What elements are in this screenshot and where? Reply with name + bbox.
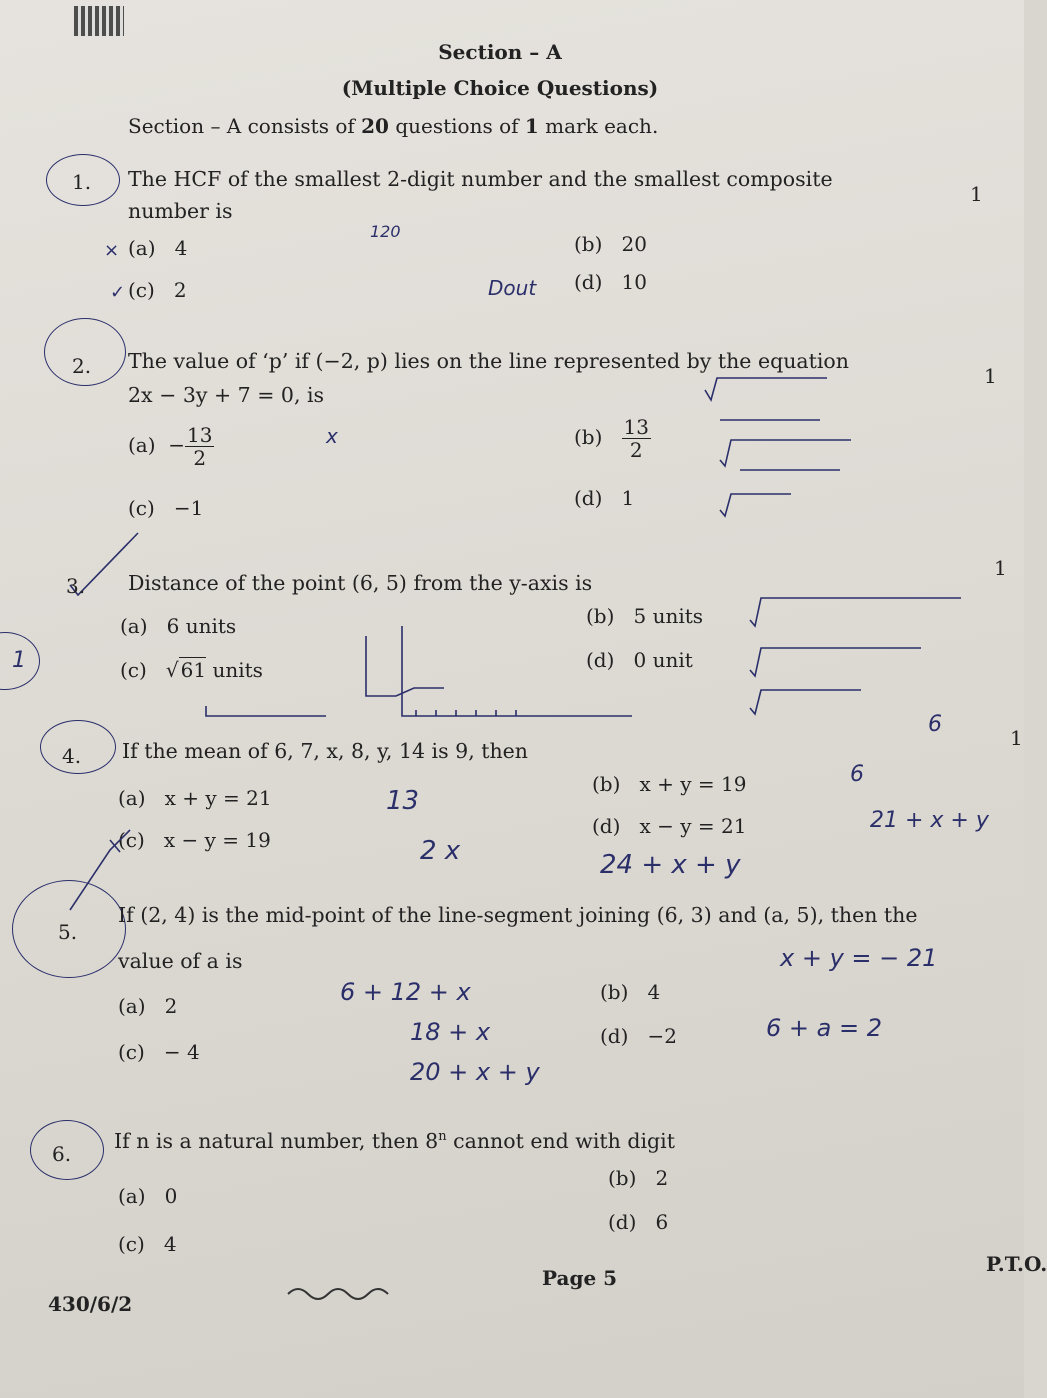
question-2-text-line2: 2x − 3y + 7 = 0, is	[128, 383, 325, 407]
handwritten-note: x	[326, 424, 338, 448]
section-heading: Section – A	[438, 40, 562, 64]
q5-option-a[interactable]: (a) 2	[118, 994, 178, 1018]
qr-code	[74, 6, 124, 36]
q3-option-b[interactable]: (b) 5 units	[586, 604, 704, 628]
handwritten-working	[730, 590, 970, 720]
q5-option-d[interactable]: (d) −2	[600, 1024, 677, 1048]
q4-option-d[interactable]: (d) x − y = 21	[592, 814, 747, 838]
q6-option-b[interactable]: (b) 2	[608, 1166, 669, 1190]
q2-option-a[interactable]: (a) − $\frac{13}{2}$	[128, 423, 213, 470]
handwritten-note: x + y = − 21	[780, 944, 938, 972]
page-number: Page 5	[542, 1266, 618, 1290]
cross-mark: ×	[104, 240, 120, 261]
tick-mark: ✓	[110, 282, 126, 303]
handwritten-note: 1	[12, 648, 26, 673]
question-3-marks: 1	[994, 556, 1007, 580]
handwritten-note: 6 + 12 + x	[340, 978, 471, 1006]
question-1-number: 1.	[72, 170, 92, 194]
q6-option-c[interactable]: (c) 4	[118, 1232, 177, 1256]
handwritten-note: Dout	[488, 276, 537, 300]
handwritten-note: 2 x	[420, 836, 461, 866]
q4-option-c[interactable]: (c) x − y = 19	[118, 828, 271, 852]
handwritten-note: 13	[386, 786, 420, 816]
handwritten-note: 21 + x + y	[870, 808, 989, 833]
question-4-number: 4.	[62, 744, 82, 768]
q4-option-a[interactable]: (a) x + y = 21	[118, 786, 272, 810]
q1-option-a[interactable]: (a) 4	[128, 236, 188, 260]
q5-option-b[interactable]: (b) 4	[600, 980, 661, 1004]
wave-ornament	[286, 1284, 406, 1304]
q3-option-a[interactable]: (a) 6 units	[120, 614, 237, 638]
handwritten-graph	[196, 616, 656, 726]
q5-option-c[interactable]: (c) − 4	[118, 1040, 200, 1064]
q1-option-d[interactable]: (d) 10	[574, 270, 647, 294]
q2-option-d[interactable]: (d) 1	[574, 486, 635, 510]
q4-option-b[interactable]: (b) x + y = 19	[592, 772, 747, 796]
q6-option-d[interactable]: (d) 6	[608, 1210, 669, 1234]
q6-option-a[interactable]: (a) 0	[118, 1184, 178, 1208]
section-instructions: Section – A consists of 20 questions of 1 mark each.	[128, 114, 659, 138]
q2-option-c[interactable]: (c) −1	[128, 496, 204, 520]
question-3-text: Distance of the point (6, 5) from the y-axis is	[128, 571, 593, 595]
handwritten-working	[700, 380, 940, 530]
question-1-text-line2: number is	[128, 199, 233, 223]
question-6-number: 6.	[52, 1142, 72, 1166]
handwritten-note: 6	[850, 762, 864, 787]
paper-code: 430/6/2	[48, 1292, 133, 1316]
handwritten-note: 6	[928, 712, 942, 737]
question-2-number: 2.	[72, 354, 92, 378]
question-1-text-line1: The HCF of the smallest 2-digit number and the smallest composite	[128, 167, 833, 191]
section-subheading: (Multiple Choice Questions)	[341, 76, 659, 100]
handwritten-note: 120	[370, 222, 401, 241]
question-1-marks: 1	[970, 182, 983, 206]
question-4-marks: 1	[1010, 726, 1023, 750]
page-turn-note: P.T.O.	[986, 1252, 1047, 1276]
question-5-number: 5.	[58, 920, 78, 944]
handwritten-note: 18 + x	[410, 1018, 491, 1046]
question-4-text: If the mean of 6, 7, x, 8, y, 14 is 9, then	[122, 739, 529, 763]
q2-option-b[interactable]: (b) $\frac{13}{2}$	[574, 415, 649, 462]
q3-option-c[interactable]: (c) √ 61 units	[120, 658, 263, 682]
q3-option-d[interactable]: (d) 0 unit	[586, 648, 693, 672]
question-2-marks: 1	[984, 364, 997, 388]
handwritten-note: 20 + x + y	[410, 1058, 540, 1086]
question-5-text-line2: value of a is	[118, 949, 243, 973]
handwritten-note: 24 + x + y	[600, 850, 741, 880]
handwritten-note: 6 + a = 2	[766, 1014, 882, 1042]
question-6-text: If n is a natural number, then 8$^n$ cannot end with digit	[114, 1128, 675, 1153]
question-2-text-line1: The value of ‘p’ if (−2, p) lies on the line represented by the equation	[128, 349, 849, 373]
q1-option-c[interactable]: (c) 2	[128, 278, 187, 302]
question-3-number: 3.	[66, 574, 86, 598]
question-5-text-line1: If (2, 4) is the mid-point of the line-segment joining (6, 3) and (a, 5), then the	[118, 903, 918, 927]
q1-option-b[interactable]: (b) 20	[574, 232, 647, 256]
